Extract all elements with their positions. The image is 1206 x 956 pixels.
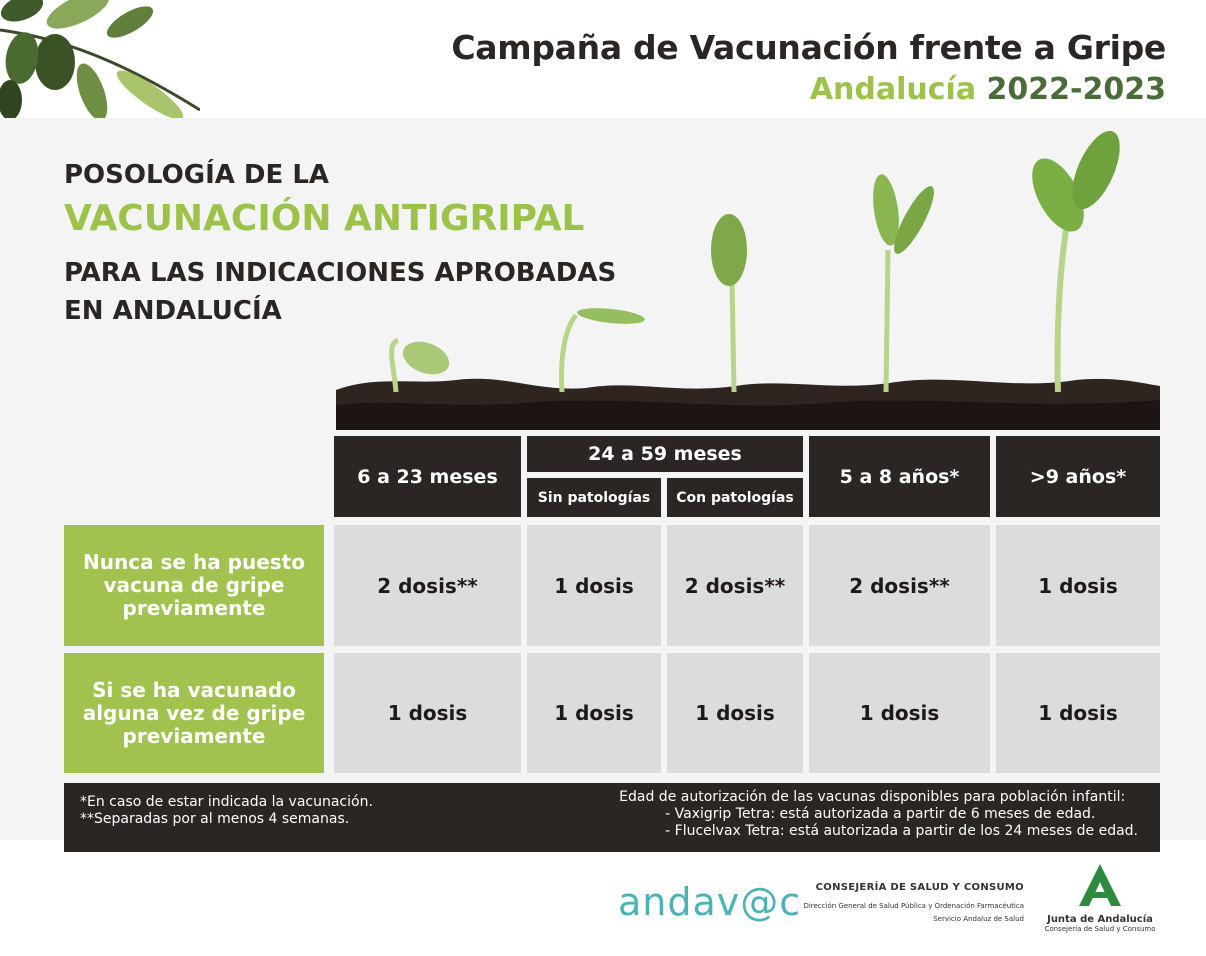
heading-line-2: VACUNACIÓN ANTIGRIPAL [64,198,585,239]
header-con-patologias: Con patologías [667,478,803,517]
junta-sub: Consejería de Salud y Consumo [1044,925,1156,933]
table-cell: 1 dosis [334,653,521,773]
header-sin-patologias: Sin patologías [527,478,661,517]
footer-band [0,840,1206,956]
consejeria-line: Dirección General de Salud Pública y Ordenación Farmacéutica [803,902,1024,910]
andavac-logo: andav@c [618,880,802,924]
notes-left [80,794,373,828]
consejeria-line: Servicio Andaluz de Salud [933,915,1024,923]
row-label-vacunado-previamente: Si se ha vacunado alguna vez de gripe previamente [64,653,324,773]
heading-line-1: POSOLOGÍA DE LA [64,160,330,190]
note-right-title: Edad de autorización de las vacunas disponibles para población infantil: [619,789,1126,805]
junta-a-icon [1075,862,1125,908]
sprouts-soil-illustration [336,130,1160,430]
table-cell: 2 dosis** [667,525,803,646]
consejeria-title: CONSEJERÍA DE SALUD Y CONSUMO [815,882,1024,893]
notes-right [619,789,1138,840]
header-9-anos: >9 años* [996,436,1160,517]
campaign-region: Andalucía [809,72,977,107]
table-cell: 1 dosis [809,653,990,773]
campaign-title: Campaña de Vacunación frente a Gripe [451,28,1166,67]
note-right-item: - Vaxigrip Tetra: está autorizada a partir de 6 meses de edad. [665,806,1096,822]
olive-leaves-icon [0,0,200,118]
consejeria-block [803,882,1024,926]
campaign-subtitle [810,72,1166,107]
header-5-8-anos: 5 a 8 años* [809,436,990,517]
header-24-59-meses: 24 a 59 meses [527,436,803,472]
notes-bar [64,783,1160,852]
junta-name: Junta de Andalucía [1047,914,1153,925]
table-cell: 1 dosis [996,653,1160,773]
note-line: **Separadas por al menos 4 semanas. [80,811,350,827]
table-cell: 1 dosis [667,653,803,773]
heading-line-3: PARA LAS INDICACIONES APROBADAS EN ANDALUCÍA [64,258,617,326]
table-cell: 1 dosis [527,653,661,773]
table-cell: 1 dosis [527,525,661,646]
campaign-years: 2022-2023 [986,72,1166,107]
table-cell: 2 dosis** [809,525,990,646]
table-cell: 1 dosis [996,525,1160,646]
note-line: *En caso de estar indicada la vacunación. [80,794,373,810]
junta-logo [1040,862,1160,933]
note-right-item: - Flucelvax Tetra: está autorizada a partir de los 24 meses de edad. [665,823,1138,839]
table-cell: 2 dosis** [334,525,521,646]
row-label-nunca-vacunado: Nunca se ha puesto vacuna de gripe previamente [64,525,324,646]
header-6-23-meses: 6 a 23 meses [334,436,521,517]
